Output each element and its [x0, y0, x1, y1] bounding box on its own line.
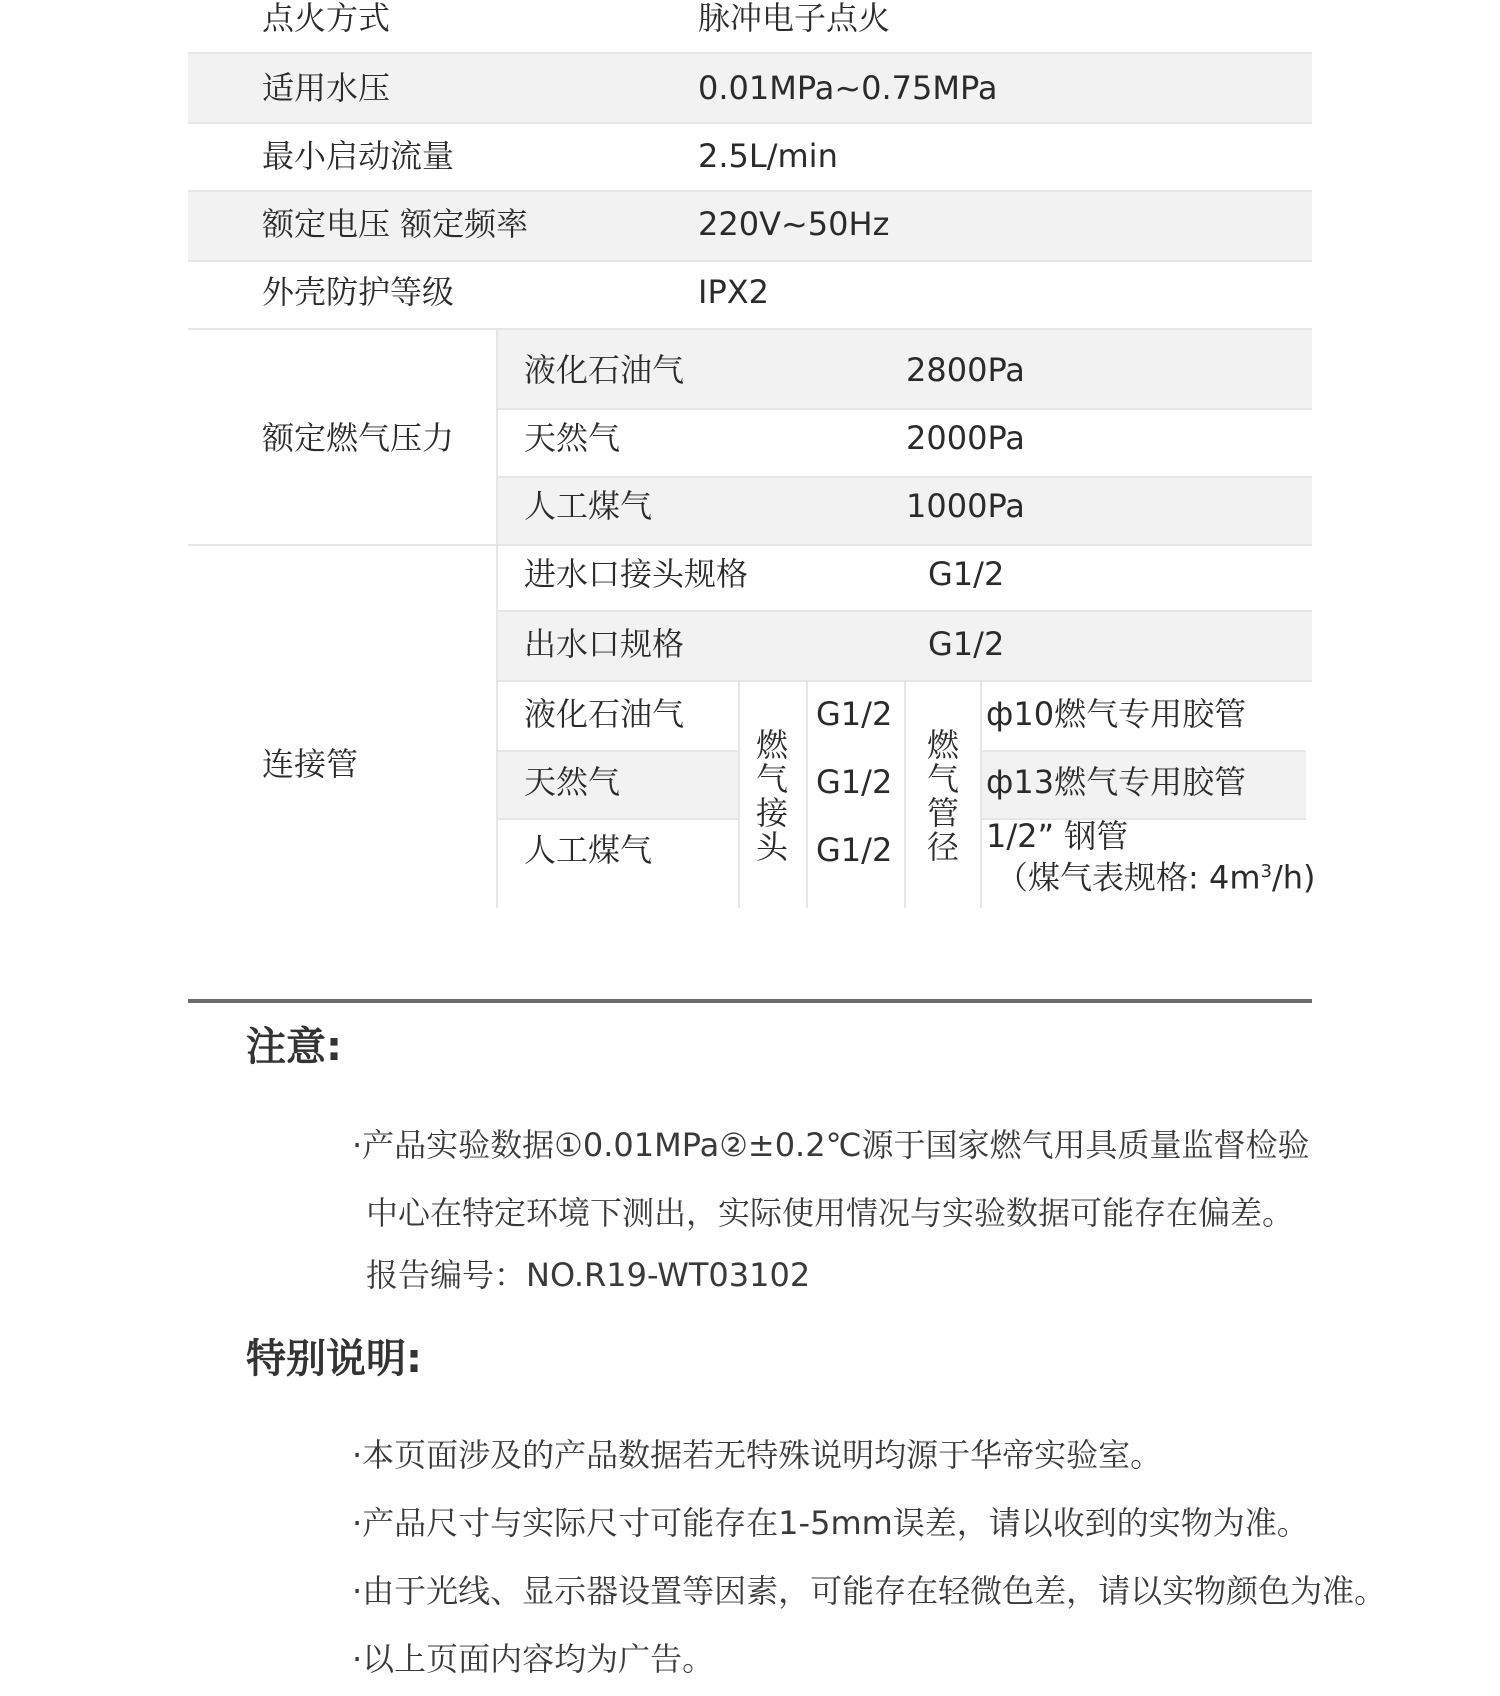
notice-line: ·产品实验数据①0.01MPa②±0.2℃源于国家燃气用具质量监督检验: [352, 1126, 1310, 1164]
gas-pipe-value: ф10燃气专用胶管: [986, 695, 1247, 733]
spec-label: 外壳防护等级: [262, 273, 455, 311]
water-spec-name: 进水口接头规格: [524, 555, 749, 593]
gas-pressure-value: 2800Pa: [906, 351, 1025, 389]
section-divider: [188, 999, 1312, 1003]
table-border: [188, 544, 1312, 546]
spec-label: 适用水压: [262, 69, 391, 107]
notice-title: 注意:: [246, 1024, 342, 1070]
table-border: [904, 682, 906, 908]
connection-gas-type: 液化石油气: [524, 695, 685, 733]
spec-label: 额定电压 额定频率: [262, 205, 529, 243]
table-border: [980, 682, 982, 908]
gas-meter-note-prefix: （煤气表规格: 4m: [996, 858, 1261, 897]
table-border: [498, 818, 738, 820]
table-border: [980, 750, 1306, 752]
gas-meter-note: [996, 854, 1316, 896]
gas-pipe-label: 燃气管径: [926, 726, 959, 866]
table-border: [498, 476, 1312, 478]
table-border: [496, 330, 498, 908]
spec-value: 0.01MPa~0.75MPa: [698, 69, 998, 107]
gas-pipe-value: 1/2” 钢管: [986, 817, 1129, 855]
spec-value: 220V~50Hz: [698, 205, 890, 243]
table-border: [806, 682, 808, 908]
gas-joint-label: 燃气接头: [755, 726, 788, 866]
connection-gas-type: 天然气: [524, 763, 621, 801]
gas-joint-value: G1/2: [816, 695, 893, 733]
gas-type: 天然气: [524, 419, 621, 457]
gas-joint-value: G1/2: [816, 831, 893, 869]
spec-label: 点火方式: [262, 0, 391, 37]
spec-value: 脉冲电子点火: [698, 0, 891, 37]
water-spec-value: G1/2: [928, 555, 1005, 593]
gas-type: 人工煤气: [524, 487, 653, 525]
special-title: 特别说明:: [246, 1336, 422, 1382]
table-border: [188, 260, 1312, 262]
spec-value: IPX2: [698, 273, 770, 311]
gas-joint-value: G1/2: [816, 763, 893, 801]
table-border: [188, 122, 1312, 124]
report-number: 报告编号：NO.R19-WT03102: [366, 1256, 811, 1294]
gas-pressure-value: 1000Pa: [906, 487, 1025, 525]
table-border: [188, 190, 1312, 192]
table-border: [498, 610, 1312, 612]
notice-line: 中心在特定环境下测出，实际使用情况与实验数据可能存在偏差。: [366, 1194, 1295, 1232]
table-border: [188, 328, 1312, 330]
water-spec-name: 出水口规格: [524, 625, 685, 663]
special-line: ·以上页面内容均为广告。: [352, 1640, 715, 1678]
special-line: ·本页面涉及的产品数据若无特殊说明均源于华帝实验室。: [352, 1436, 1163, 1474]
gas-pressure-label: 额定燃气压力: [262, 419, 455, 457]
spec-value: 2.5L/min: [698, 137, 838, 175]
special-line: ·由于光线、显示器设置等因素，可能存在轻微色差，请以实物颜色为准。: [352, 1572, 1387, 1610]
table-border: [188, 52, 1312, 54]
gas-meter-note-sup: 3: [1260, 861, 1272, 882]
connection-gas-type: 人工煤气: [524, 831, 653, 869]
special-line: ·产品尺寸与实际尺寸可能存在1-5mm误差，请以收到的实物为准。: [352, 1504, 1309, 1542]
gas-pressure-value: 2000Pa: [906, 419, 1025, 457]
water-spec-value: G1/2: [928, 625, 1005, 663]
gas-pipe-value: ф13燃气专用胶管: [986, 763, 1247, 801]
table-border: [498, 408, 1312, 410]
connection-label: 连接管: [262, 745, 359, 783]
table-border: [738, 682, 740, 908]
gas-meter-note-suffix: /h): [1271, 858, 1316, 897]
spec-label: 最小启动流量: [262, 137, 455, 175]
gas-type: 液化石油气: [524, 351, 685, 389]
table-border: [498, 750, 738, 752]
